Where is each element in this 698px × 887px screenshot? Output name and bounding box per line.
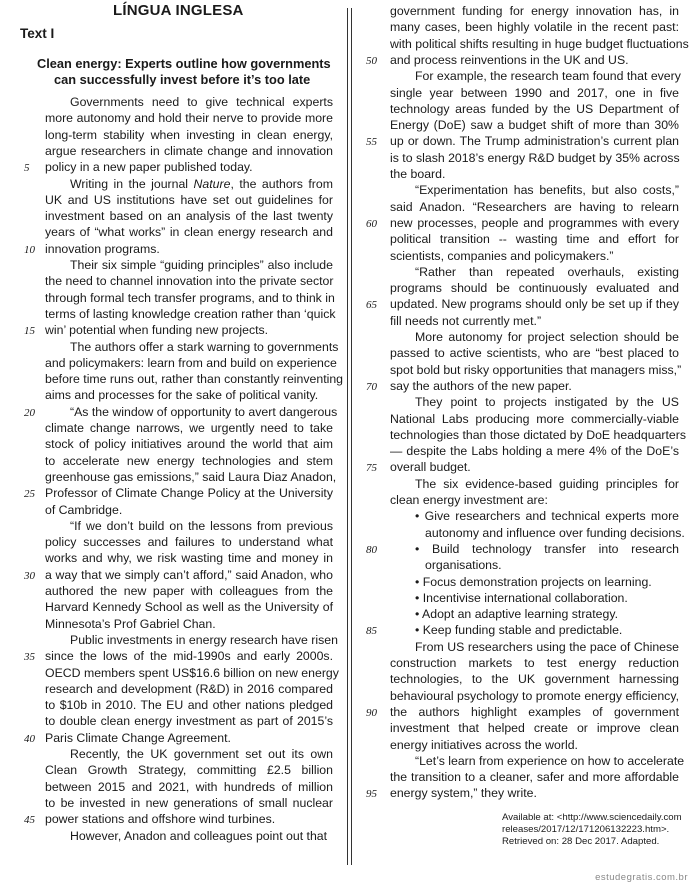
right-column-line: technologies than those dictated by DoE headquarters <box>390 427 687 442</box>
right-column-line: government funding for energy innovation has, in <box>390 4 679 18</box>
right-column-line: said Anadon. “Researchers are having to relearn <box>390 199 679 214</box>
left-column-line: a way that we simply can’t afford,” said Anadon, who <box>45 567 333 582</box>
right-column-line: Energy (DoE) saw a budget shift of more than 30% <box>390 118 679 133</box>
left-column-line: long-term stability when investing in clean energy, <box>45 127 333 142</box>
right-column-line: with political shifts resulting in huge budget fluctuations <box>390 36 689 51</box>
left-column-line: to be invested in new generations of small nuclear <box>45 795 333 810</box>
right-column-line: updated. New programs should only be set up if they <box>390 297 679 312</box>
line-number: 75 <box>366 462 377 475</box>
left-column-line: years of “what works” in clean energy research and <box>45 225 333 240</box>
left-column-line: “If we don’t build on the lessons from previous <box>70 518 333 533</box>
right-column-line: investment that helped create or improve clean <box>390 721 679 736</box>
left-column-line: more autonomy and hold their nerve to provide more <box>45 111 333 126</box>
left-column-line: win’ potential when funding new projects. <box>45 323 269 338</box>
left-column-line: aims and processes for the sake of political vanity. <box>45 388 319 403</box>
right-column-line: “Let’s learn from experience on how to accelerate <box>415 753 685 768</box>
left-column-line: terms of lasting knowledge creation rather than ‘quick <box>45 306 336 321</box>
right-column-line: — despite the Labs holding a mere 4% of the DoE’s <box>390 444 679 459</box>
right-column-line: • Keep funding stable and predictable. <box>415 623 623 638</box>
left-column-line: Writing in the journal Nature, the authors from <box>70 176 333 191</box>
line-number: 5 <box>24 162 30 175</box>
left-column-line: to accelerate new energy technologies and stem <box>45 453 333 468</box>
line-number: 60 <box>366 217 377 230</box>
left-column-line: of Cambridge. <box>45 502 123 517</box>
line-number: 55 <box>366 136 377 149</box>
left-column-line: before time runs out, rather than constantly reinventing <box>45 372 344 387</box>
right-column-line: behavioural psychology to promote energy efficiency, <box>390 688 679 703</box>
left-column-line: UK and US institutions have set out guidelines for <box>45 192 333 207</box>
line-number: 90 <box>366 706 377 719</box>
left-column-line: through formal tech transfer programs, and to think in <box>45 290 335 305</box>
left-column-line: policy successes and failures to understand what <box>45 535 333 550</box>
line-number: 25 <box>24 488 35 501</box>
right-column-line: spot bold but risky opportunities that managers miss,” <box>390 362 682 377</box>
right-column-line: many cases, been highly volatile in the recent past: <box>390 20 679 35</box>
right-column-line: For example, the research team found that every <box>415 69 681 84</box>
right-column-line: political transition -- wasting time and effort for <box>390 232 679 247</box>
left-column-line: innovation programs. <box>45 241 160 256</box>
left-column-line: Professor of Climate Change Policy at the University <box>45 486 333 501</box>
right-column-line: • Give researchers and technical experts more <box>415 509 679 524</box>
right-column-line: overall budget. <box>390 460 471 475</box>
left-column-line: However, Anadon and colleagues point out that <box>70 828 328 843</box>
line-number: 80 <box>366 543 377 556</box>
right-column-line: and process reinventions in the UK and US. <box>390 52 629 67</box>
right-column-line: single year between 1990 and 2017, one in five <box>390 85 679 100</box>
right-column-line: autonomy and influence over funding decisions. <box>425 525 685 540</box>
source-line-1: Available at: <http://www.sciencedaily.com <box>502 812 682 823</box>
article-title-line-2: can successfully invest before it’s too late <box>54 72 311 87</box>
line-number: 10 <box>24 243 35 256</box>
left-column-line: climate change narrows, we urgently need to take <box>45 421 333 435</box>
left-column-line: Recently, the UK government set out its own <box>70 747 333 761</box>
right-column-line: programs should be continuously evaluated and <box>390 281 679 296</box>
line-number: 45 <box>24 814 35 827</box>
left-column-line: argue researchers in climate change and innovation <box>45 143 333 158</box>
left-column-line: Harvard Kennedy School as well as the University of <box>45 600 333 615</box>
right-column-line: say the authors of the new paper. <box>390 378 572 393</box>
line-number: 20 <box>24 406 35 419</box>
right-column-line: “Experimentation has benefits, but also costs,” <box>415 183 679 198</box>
right-column-line: technologies, to the UK government harnessing <box>390 672 679 687</box>
left-column-line: greenhouse gas emissions,” said Laura Diaz Anadon, <box>45 469 337 484</box>
right-column-line: energy initiatives across the world. <box>390 737 578 752</box>
left-column-line: Governments need to give technical experts <box>70 95 333 109</box>
column-divider-right <box>351 8 352 865</box>
line-number: 35 <box>24 651 35 664</box>
left-column-line: OECD members spent US$16.6 billion on new energy <box>45 665 339 680</box>
right-column-line: clean energy investment are: <box>390 493 548 507</box>
left-column-line: since the lows of the mid-1990s and early 2000s. <box>45 649 333 664</box>
right-column-line: the authors highlight examples of government <box>390 704 679 719</box>
right-column-line: “Rather than repeated overhauls, existing <box>415 264 679 279</box>
right-column-line: • Build technology transfer into research <box>415 541 679 556</box>
right-column-line: technology areas funded by the US Department of <box>390 101 679 116</box>
source-line-3: Retrieved on: 28 Dec 2017. Adapted. <box>502 836 660 847</box>
right-column-line: the transition to a cleaner, safer and more affordable <box>390 770 679 785</box>
left-column-line: Their six simple “guiding principles” also include <box>70 258 333 272</box>
right-column-line: From US researchers using the pace of Chinese <box>415 639 679 654</box>
left-column-line: Minnesota’s Prof Gabriel Chan. <box>45 616 216 631</box>
right-column-line: organisations. <box>425 558 502 573</box>
right-column-line: fill needs not currently met.” <box>390 313 542 328</box>
right-column-line: They point to projects instigated by the US <box>415 395 679 410</box>
left-column-line: Public investments in energy research have risen <box>70 632 338 647</box>
right-column-line: • Focus demonstration projects on learning. <box>415 574 652 589</box>
left-column-line: The authors offer a stark warning to governments <box>70 339 339 354</box>
line-number: 65 <box>366 299 377 312</box>
column-divider-left <box>347 8 348 865</box>
right-column-line: • Incentivise international collaboration. <box>415 590 628 605</box>
left-column-line: works and why, we risk wasting time and money in <box>45 551 333 566</box>
left-column-line: investment based on an analysis of the last twenty <box>45 209 333 224</box>
right-column-line: new processes, people and programmes with every <box>390 215 679 230</box>
left-column-line: to $10b in 2010. The EU and other nations pledged <box>45 698 333 713</box>
right-column-line: More autonomy for project selection should be <box>415 330 679 344</box>
left-column-line: and policymakers: learn from and build on experience <box>45 355 337 370</box>
line-number: 70 <box>366 380 377 393</box>
left-column-line: power stations and offshore wind turbines. <box>45 812 276 827</box>
left-column-line: Paris Climate Change Agreement. <box>45 730 231 745</box>
right-column-line: energy system,” they write. <box>390 786 537 801</box>
line-number: 50 <box>366 54 377 67</box>
left-column-line: Clean Growth Strategy, committing £2.5 billion <box>45 763 333 778</box>
right-column-line: National Labs producing more commercially-viable <box>390 411 679 426</box>
right-column-line: the board. <box>390 167 446 181</box>
left-column-line: between 2015 and 2021, with hundreds of million <box>45 779 333 794</box>
right-column-line: passed to active scientists, who are “best placed to <box>390 346 679 361</box>
text-label: Text I <box>20 26 55 41</box>
left-column-line: research and development (R&D) in 2016 compared <box>45 681 333 696</box>
left-column-line: stock of policy initiatives around the world that aim <box>45 437 333 452</box>
line-number: 85 <box>366 625 377 638</box>
line-number: 95 <box>366 788 377 801</box>
line-number: 15 <box>24 325 35 338</box>
right-column-line: construction markets to test energy reduction <box>390 656 679 670</box>
line-number: 30 <box>24 569 35 582</box>
watermark: estudegratis.com.br <box>595 872 688 883</box>
right-column-line: is to slash 2018’s energy R&D budget by 35% across <box>390 150 680 165</box>
left-column-line: the need to channel innovation into the private sector <box>45 274 334 289</box>
source-line-2: releases/2017/12/171206132223.htm>. <box>502 824 670 835</box>
line-number: 40 <box>24 732 35 745</box>
article-title-line-1: Clean energy: Experts outline how governments <box>37 56 331 71</box>
right-column-line: • Adopt an adaptive learning strategy. <box>415 607 619 622</box>
left-column-line: policy in a new paper published today. <box>45 160 253 175</box>
right-column-line: scientists, companies and policymakers.” <box>390 248 614 263</box>
right-column-line: The six evidence-based guiding principles for <box>415 476 679 491</box>
exam-title: LÍNGUA INGLESA <box>113 2 244 19</box>
right-column-line: up or down. The Trump administration’s current plan <box>390 134 679 149</box>
left-column-line: to double clean energy investment as part of 2015’s <box>45 714 333 729</box>
left-column-line: “As the window of opportunity to avert dangerous <box>70 404 338 419</box>
left-column-line: authored the new paper with colleagues from the <box>45 584 333 598</box>
